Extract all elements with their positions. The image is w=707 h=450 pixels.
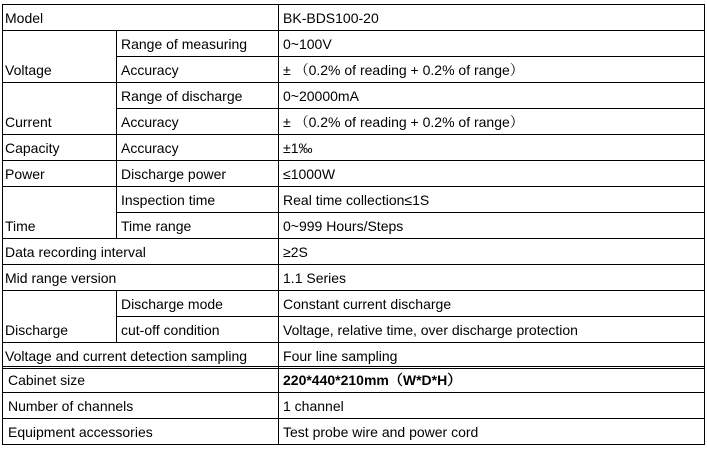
sub-label: Inspection time [117,187,279,213]
cell-value: 0~100V [279,31,705,57]
model-value: BK-BDS100-20 [279,5,705,31]
cell-value: Test probe wire and power cord [279,419,705,445]
row-label-mid-range-version: Mid range version [3,265,279,291]
group-label-power: Power [3,161,117,187]
sub-label: Accuracy [117,57,279,83]
row-label-data-recording-interval: Data recording interval [3,239,279,265]
group-label-current: Current [3,83,117,135]
spec-table-lower [2,366,705,445]
cell-value: 1.1 Series [279,265,705,291]
sub-label: Accuracy [117,135,279,161]
group-label-voltage: Voltage [3,31,117,83]
table-row [3,393,705,419]
cabinet-size-value: 220*440*210mm（W*D*H） [279,367,705,393]
row-label-number-of-channels: Number of channels [3,393,279,419]
cell-value: Four line sampling [279,343,705,369]
spec-table [2,4,705,369]
table-row [3,367,705,393]
cell-value: ≤1000W [279,161,705,187]
table-row [3,265,705,291]
sub-label: Range of discharge [117,83,279,109]
cell-value: ≥2S [279,239,705,265]
table-row [3,83,705,109]
sub-label: cut-off condition [117,317,279,343]
table-row [3,419,705,445]
row-label-cabinet-size: Cabinet size [3,367,279,393]
table-row [3,239,705,265]
table-row [3,187,705,213]
cell-value: Constant current discharge [279,291,705,317]
cell-value: ± （0.2% of reading + 0.2% of range） [279,57,705,83]
table-row [3,5,705,31]
cell-value: Real time collection≤1S [279,187,705,213]
table-row [3,291,705,317]
cell-value: 0~20000mA [279,83,705,109]
cell-value: ±1‰ [279,135,705,161]
sub-label: Range of measuring [117,31,279,57]
row-label-model: Model [3,5,279,31]
table-row [3,161,705,187]
table-row [3,343,705,369]
sub-label: Time range [117,213,279,239]
sub-label: Accuracy [117,109,279,135]
row-label-equipment-accessories: Equipment accessories [3,419,279,445]
cell-value: ± （0.2% of reading + 0.2% of range） [279,109,705,135]
sub-label: Discharge power [117,161,279,187]
table-row [3,31,705,57]
group-label-discharge: Discharge [3,291,117,343]
sub-label: Discharge mode [117,291,279,317]
group-label-time: Time [3,187,117,239]
cell-value: 0~999 Hours/Steps [279,213,705,239]
table-row [3,135,705,161]
cell-value: 1 channel [279,393,705,419]
cell-value: Voltage, relative time, over discharge protection [279,317,705,343]
row-label-detection-sampling: Voltage and current detection sampling [3,343,279,369]
group-label-capacity: Capacity [3,135,117,161]
